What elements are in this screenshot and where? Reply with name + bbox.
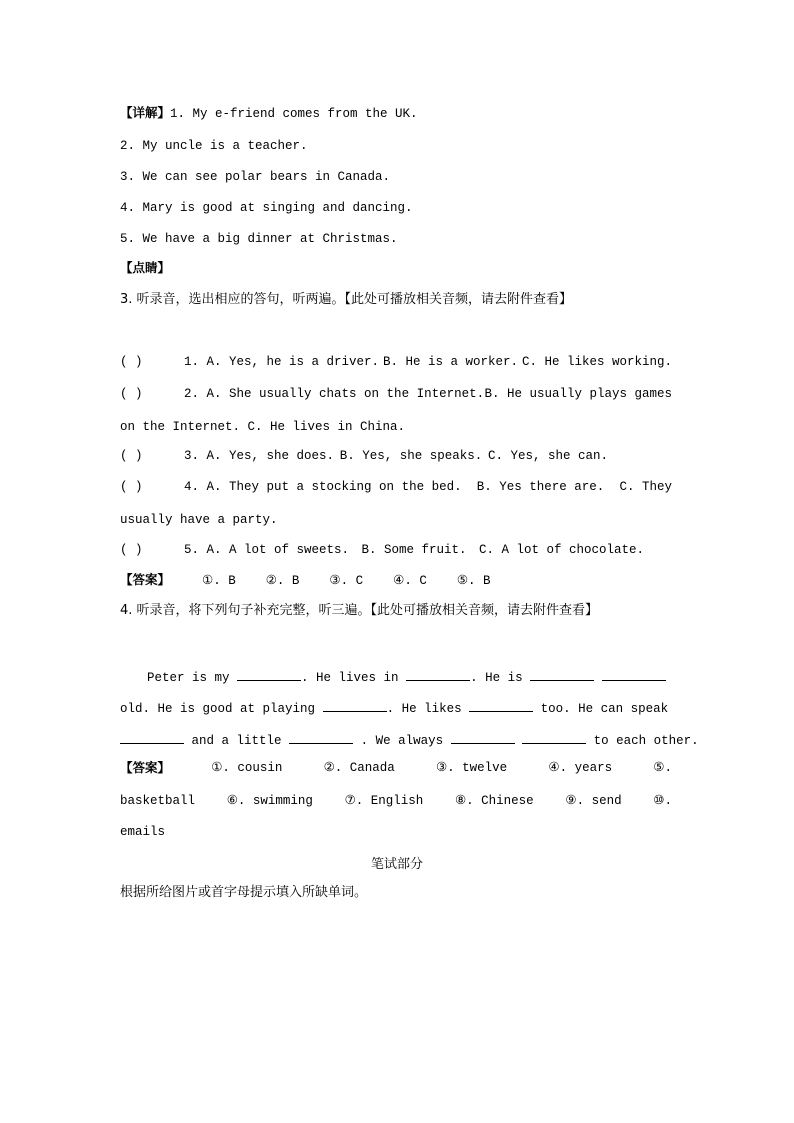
q3-option-a: A. Yes, he is a driver. — [206, 355, 380, 369]
q3-option-a: A. Yes, she does. — [206, 449, 335, 463]
q3-instruction: 3. 听录音，选出相应的答句，听两遍。【此处可播放相关音频，请去附件查看】 — [120, 292, 573, 307]
q4-line-3 — [120, 731, 699, 749]
q4-instruction: 4. 听录音，将下列句子补充完整，听三遍。【此处可播放相关音频，请去附件查看】 — [120, 603, 599, 618]
q4-answer-5: basketball — [120, 794, 196, 808]
q3-item-3 — [120, 448, 608, 464]
q3-item-5 — [120, 542, 644, 558]
answer-paren: ( ) — [120, 480, 143, 494]
q3-option-a: A. She usually chats on the Internet. — [206, 387, 485, 401]
q4-answer-2: ②. Canada — [323, 761, 395, 775]
q4-line-1 — [147, 668, 666, 686]
q3-option-b: B. Yes there are. — [476, 480, 605, 494]
fill-blank[interactable] — [237, 668, 301, 681]
fill-blank[interactable] — [451, 731, 515, 744]
q3-item-1 — [120, 354, 672, 370]
detail-line-4: 4. Mary is good at singing and dancing. — [120, 201, 413, 215]
q4-text: old. He is good at playing — [120, 702, 316, 716]
q3-option-c: C. A lot of chocolate. — [478, 543, 644, 557]
q3-option-c: C. He likes working. — [521, 355, 672, 369]
q4-text: . We always — [360, 734, 444, 748]
q3-item-num: 5. — [184, 543, 200, 557]
written-section-title: 笔试部分 — [370, 857, 423, 872]
q4-text: to each other. — [593, 734, 699, 748]
fill-blank[interactable] — [602, 668, 666, 681]
comment-label: 【点睛】 — [120, 260, 171, 275]
answer-paren: ( ) — [120, 355, 143, 369]
q3-option-a: A. A lot of sweets. — [206, 543, 350, 557]
q4-text: . He likes — [386, 702, 462, 716]
answer-paren: ( ) — [120, 543, 143, 557]
detail-line-2: 2. My uncle is a teacher. — [120, 139, 308, 153]
q4-text: and a little — [191, 734, 282, 748]
q4-answer-7: ⑦. English — [344, 794, 424, 808]
q3-item-4-cont: usually have a party. — [120, 513, 278, 527]
answer-label: 【答案】 — [120, 760, 171, 775]
q3-option-c: C. Yes, she can. — [487, 449, 608, 463]
q4-answer-line-1 — [120, 760, 672, 776]
q4-text: too. He can speak — [540, 702, 669, 716]
q4-answer-6: ⑥. swimming — [226, 794, 313, 808]
q3-answer-3: ③. C — [329, 574, 364, 588]
fill-blank[interactable] — [522, 731, 586, 744]
q4-answer-line-2 — [120, 793, 672, 809]
q3-answer-1: ①. B — [202, 574, 236, 588]
q4-answer-5-num: ⑤. — [653, 761, 672, 775]
q4-answer-4: ④. years — [548, 761, 613, 775]
q3-option-a: A. They put a stocking on the bed. — [206, 480, 462, 494]
q3-option-b: B. He is a worker. — [383, 355, 519, 369]
q3-option-c: C. They — [619, 480, 672, 494]
q3-item-num: 3. — [184, 449, 200, 463]
q3-option-b: B. Yes, she speaks. — [339, 449, 483, 463]
answer-paren: ( ) — [120, 449, 143, 463]
q3-answer-5: ⑤. B — [456, 574, 491, 588]
detail-line-5: 5. We have a big dinner at Christmas. — [120, 232, 398, 246]
answer-paren: ( ) — [120, 387, 143, 401]
fill-blank[interactable] — [120, 731, 184, 744]
fill-blank[interactable] — [469, 699, 533, 712]
q3-item-num: 1. — [184, 355, 200, 369]
q4-text: . He is — [470, 671, 523, 685]
q3-item-num: 4. — [184, 480, 200, 494]
q4-text: Peter is my — [147, 671, 230, 685]
q4-line-2 — [120, 699, 668, 717]
detail-text-1: 1. My e-friend comes from the UK. — [170, 107, 418, 121]
fill-blank[interactable] — [406, 668, 470, 681]
answer-label: 【答案】 — [120, 572, 171, 587]
q3-answer-line — [120, 572, 491, 589]
fill-blank[interactable] — [323, 699, 387, 712]
fill-blank[interactable] — [289, 731, 353, 744]
detail-line-1 — [120, 105, 418, 122]
q3-answer-4: ④. C — [393, 574, 427, 588]
q4-answer-10-num: ⑩. — [653, 794, 672, 808]
q3-item-4 — [120, 479, 672, 495]
q4-answer-3: ③. twelve — [435, 761, 508, 775]
q4-text: . He lives in — [301, 671, 399, 685]
q4-answer-10: emails — [120, 825, 166, 839]
written-instruction: 根据所给图片或首字母提示填入所缺单词。 — [120, 885, 368, 900]
q3-answer-2: ②. B — [265, 574, 300, 588]
q4-answer-9: ⑨. send — [565, 794, 622, 808]
detail-label: 【详解】 — [120, 105, 171, 120]
q3-option-b: B. He usually plays games — [484, 387, 672, 401]
q3-item-2-cont: on the Internet. C. He lives in China. — [120, 420, 406, 434]
q3-item-num: 2. — [184, 387, 200, 401]
q4-answer-8: ⑧. Chinese — [454, 794, 534, 808]
q3-option-b: B. Some fruit. — [361, 543, 467, 557]
q4-answer-1: ①. cousin — [211, 761, 283, 775]
q3-item-2 — [120, 386, 672, 402]
detail-line-3: 3. We can see polar bears in Canada. — [120, 170, 391, 184]
fill-blank[interactable] — [530, 668, 594, 681]
